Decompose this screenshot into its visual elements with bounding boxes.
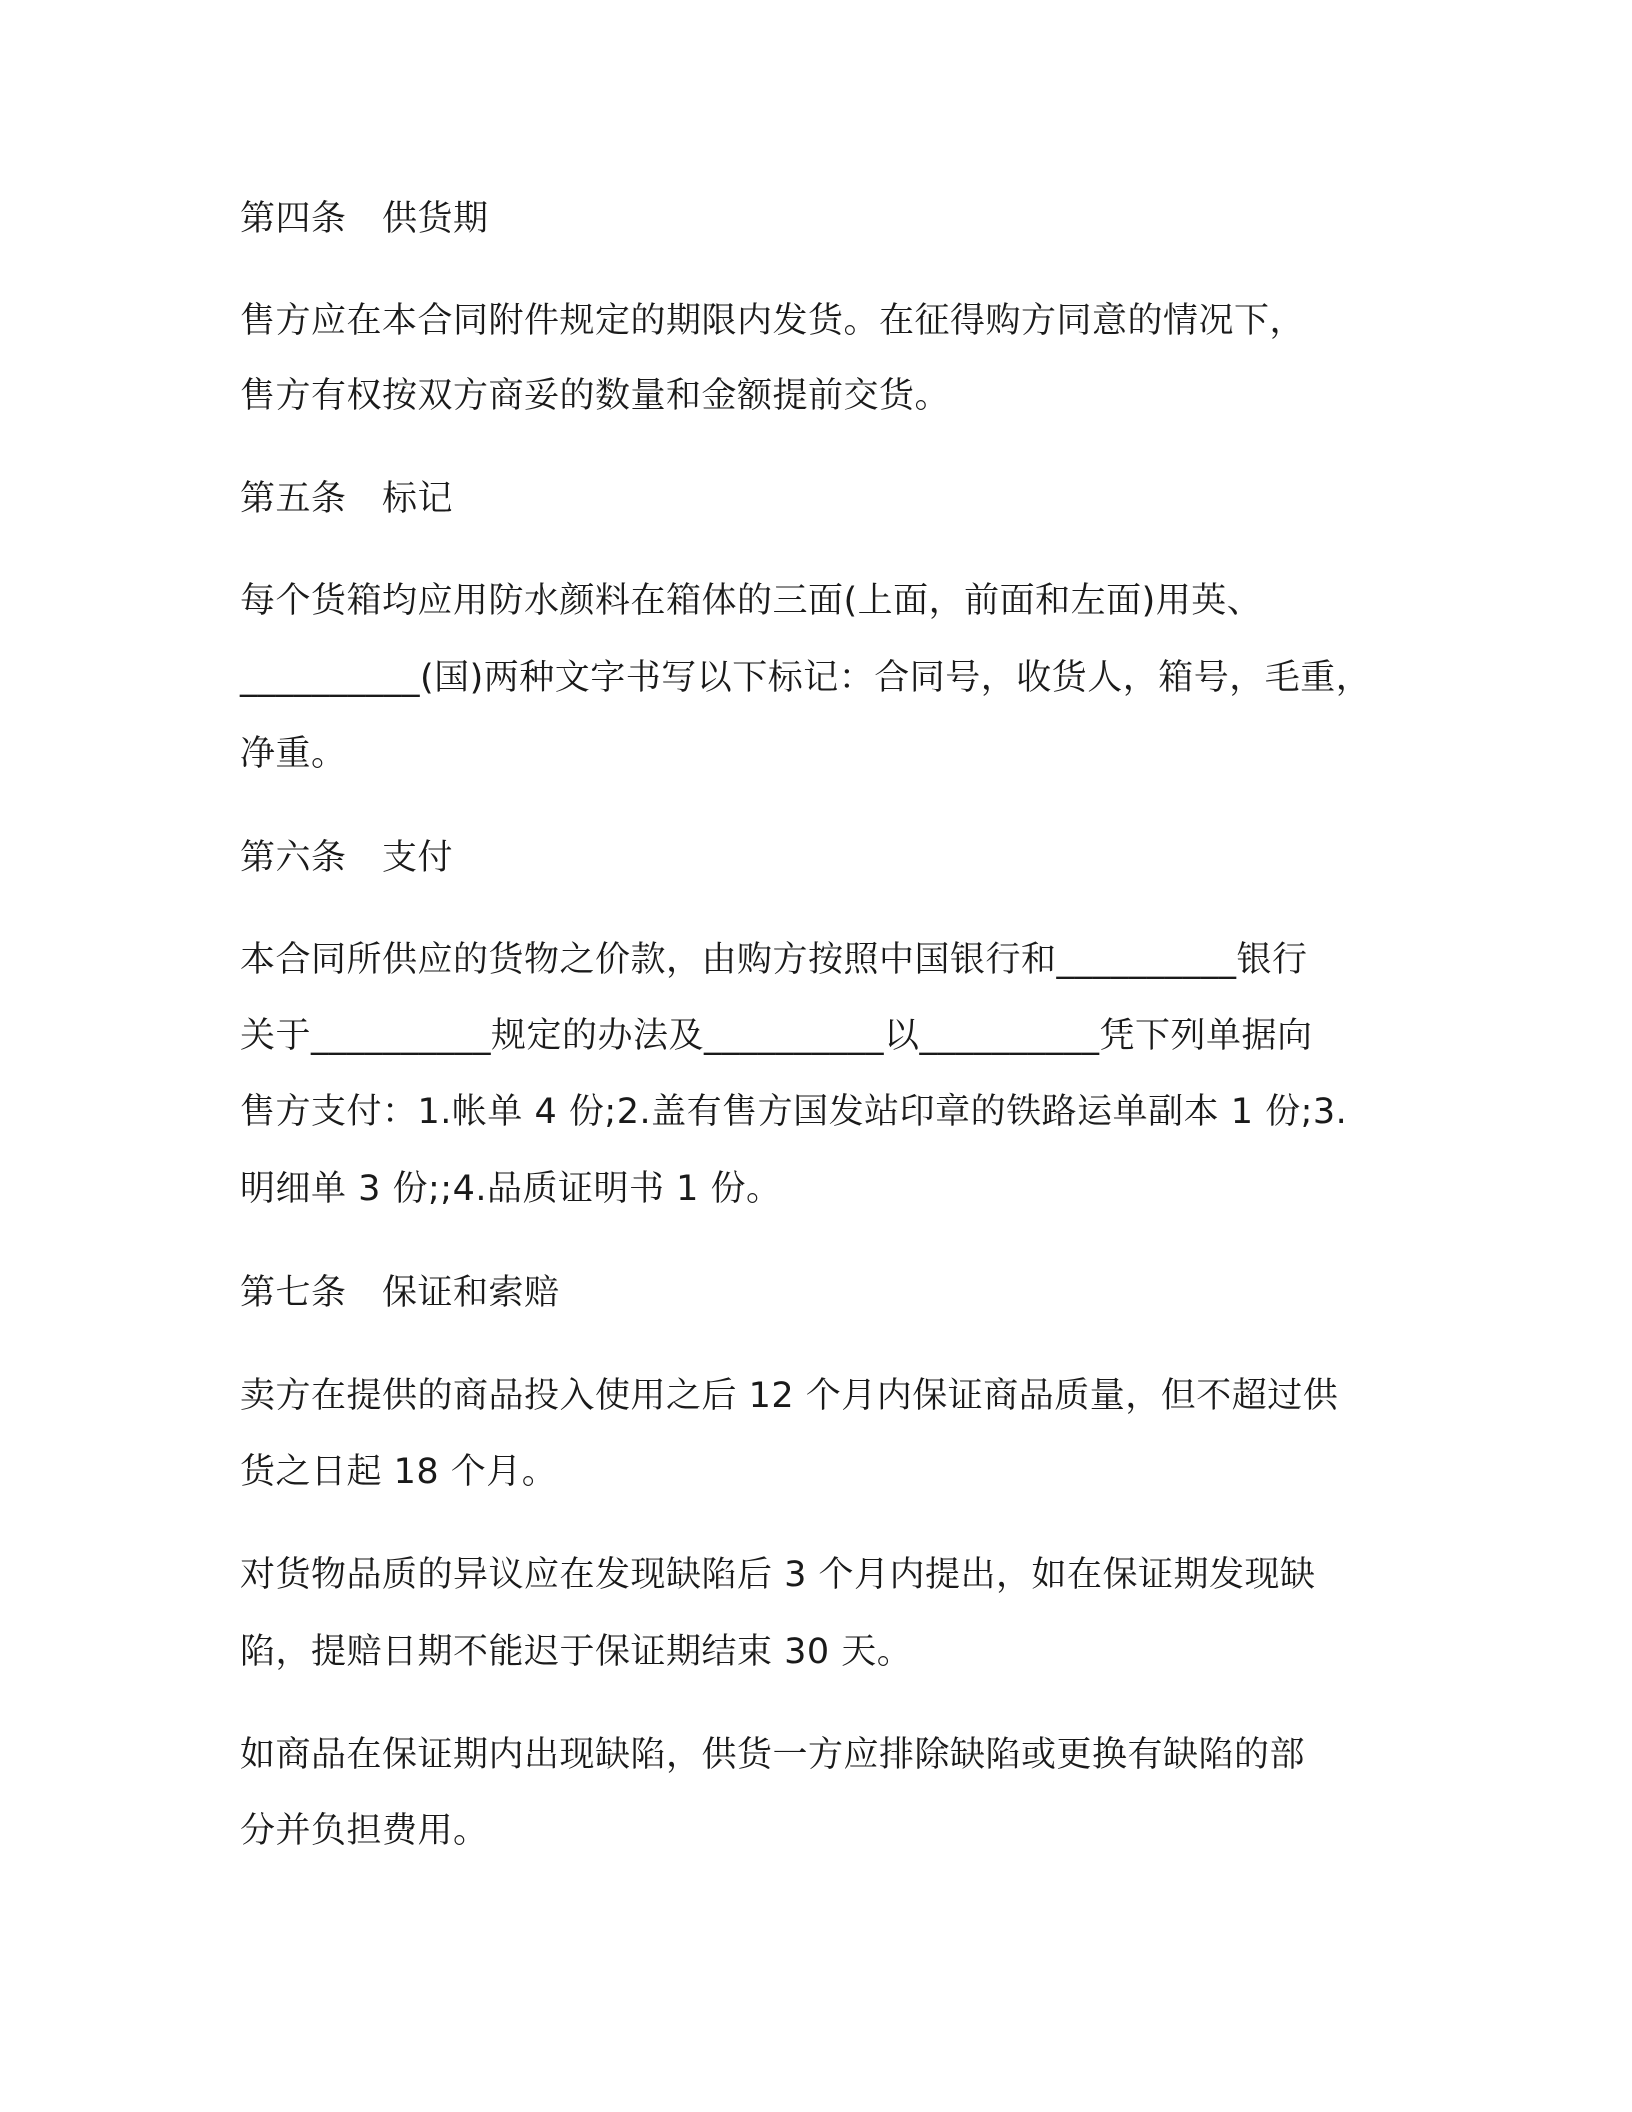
section-7-para-1-line-2: 货之日起 18 个月。	[240, 1452, 558, 1492]
section-6-para-1-line-2: 关于__________规定的办法及__________以__________凭下列单据向	[240, 1016, 1313, 1056]
section-6-para-1-line-4: 明细单 3 份;;4.品质证明书 1 份。	[240, 1169, 782, 1209]
section-7-para-3-line-1: 如商品在保证期内出现缺陷，供货一方应排除缺陷或更换有缺陷的部	[240, 1735, 1306, 1775]
section-5-para-1-line-1: 每个货箱均应用防水颜料在箱体的三面(上面，前面和左面)用英、	[240, 581, 1263, 621]
section-5-para-1-line-3: 净重。	[240, 734, 347, 774]
section-4-para-1-line-1: 售方应在本合同附件规定的期限内发货。在征得购方同意的情况下，	[240, 301, 1306, 341]
section-6-para-1-line-3: 售方支付：1.帐单 4 份;2.盖有售方国发站印章的铁路运单副本 1 份;3.	[240, 1092, 1348, 1132]
section-5-heading: 第五条 标记	[240, 479, 454, 519]
section-6-heading: 第六条 支付	[240, 838, 454, 878]
section-7-para-2-line-2: 陷，提赔日期不能迟于保证期结束 30 天。	[240, 1632, 913, 1672]
section-7-para-2-line-1: 对货物品质的异议应在发现缺陷后 3 个月内提出，如在保证期发现缺	[240, 1555, 1316, 1595]
section-7-para-3-line-2: 分并负担费用。	[240, 1811, 489, 1851]
section-4-para-1-line-2: 售方有权按双方商妥的数量和金额提前交货。	[240, 376, 951, 416]
section-7-heading: 第七条 保证和索赔	[240, 1273, 560, 1313]
section-5-para-1-line-2: __________(国)两种文字书写以下标记：合同号，收货人，箱号，毛重，	[240, 658, 1372, 698]
section-4-heading: 第四条 供货期	[240, 199, 489, 239]
section-7-para-1-line-1: 卖方在提供的商品投入使用之后 12 个月内保证商品质量，但不超过供	[240, 1376, 1339, 1416]
section-6-para-1-line-1: 本合同所供应的货物之价款，由购方按照中国银行和__________银行	[240, 940, 1308, 980]
